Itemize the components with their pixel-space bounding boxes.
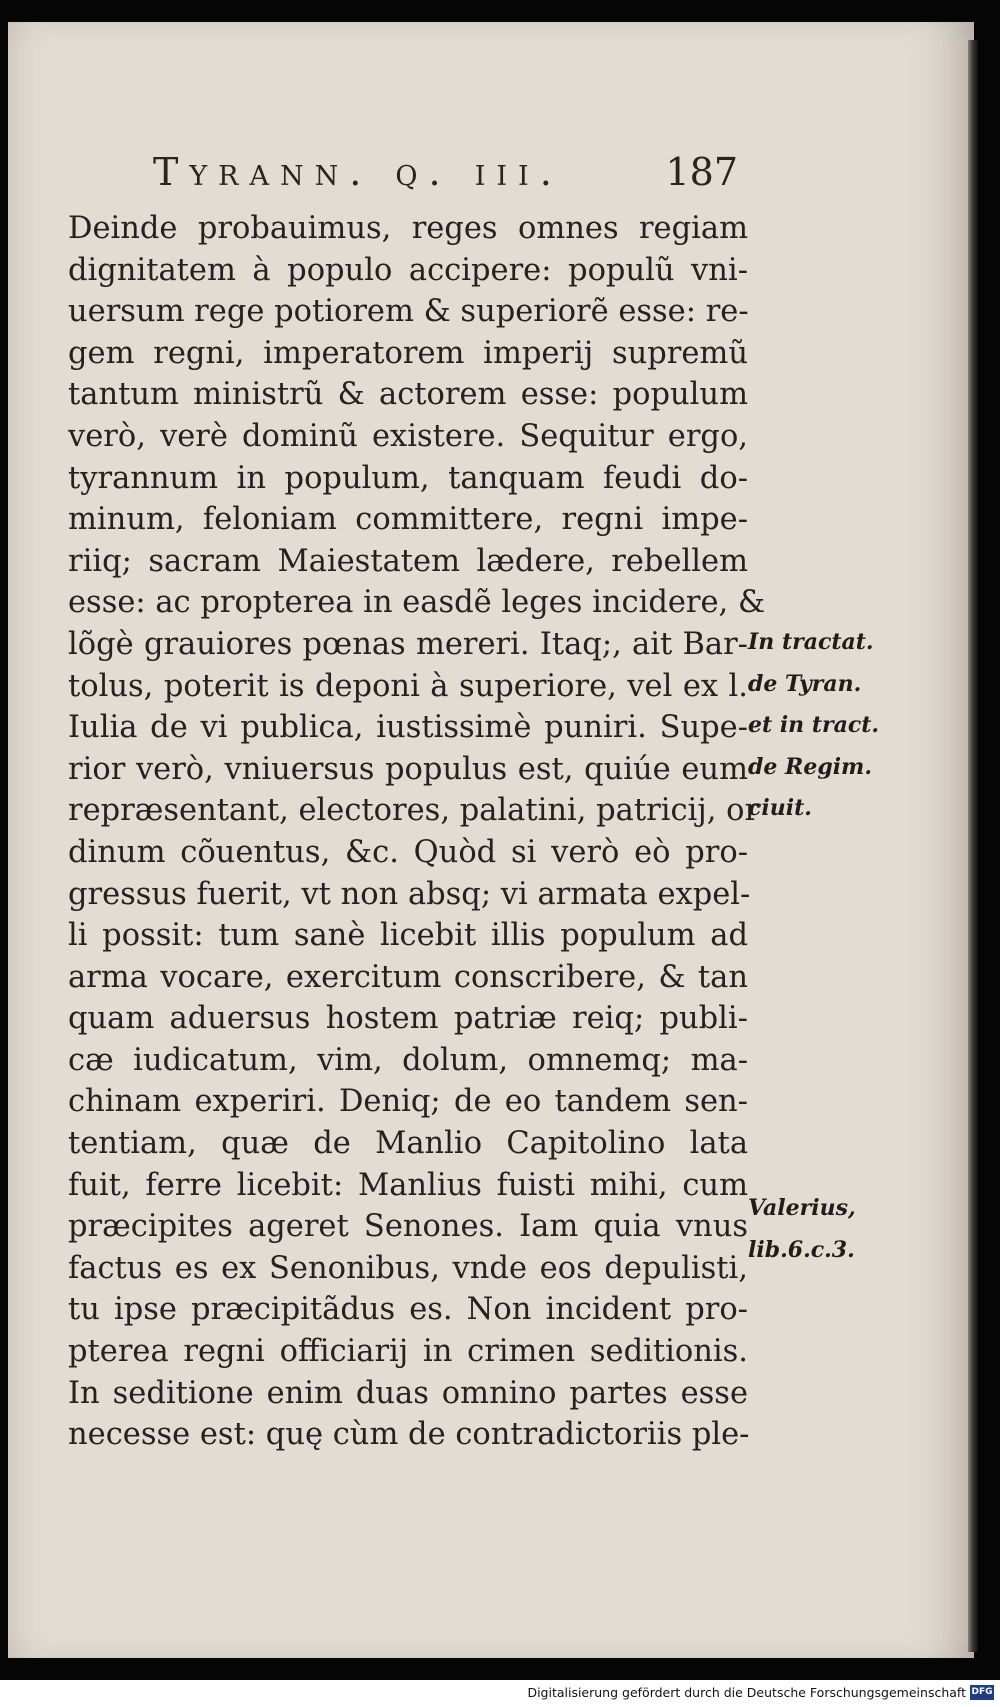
text-line: minum, feloniam committere, regni impe-: [68, 502, 748, 538]
text-line: arma vocare, exercitum conscribere, & tan: [68, 959, 748, 995]
text-line: præcipites ageret Senones. Iam quia vnus: [68, 1209, 748, 1245]
margin-note-line: de Tyran.: [748, 670, 862, 697]
footer-credit-text: Digitalisierung gefördert durch die Deutsche Forschungsgemeinschaft: [527, 1685, 966, 1700]
margin-note-line: et in tract.: [748, 712, 880, 739]
margin-note-line: ciuit.: [748, 795, 812, 822]
text-line: riiq; sacram Maiestatem lædere, rebellem: [68, 543, 748, 579]
text-line: factus es ex Senonibus, vnde eos depulisti,: [68, 1250, 748, 1286]
text-line: dignitatem à populo accipere: populũ vni-: [68, 252, 748, 288]
text-line: necesse est: quę cùm de contradictoriis ple-: [68, 1417, 750, 1453]
margin-note-line: lib.6.c.3.: [748, 1236, 855, 1263]
text-line: tu ipse præcipitãdus es. Non incident pro-: [68, 1292, 748, 1328]
margin-notes: [748, 622, 908, 1263]
page-number: 187: [665, 150, 738, 194]
text-line: Iulia de vi publica, iustissimè puniri. Supe-: [68, 710, 748, 746]
margin-note-line: Valerius,: [748, 1195, 856, 1221]
text-line: uersum rege potiorem & superiorẽ esse: re-: [68, 294, 749, 330]
body-text: [68, 208, 766, 1456]
text-line: fuit, ferre licebit: Manlius fuisti mihi, cum: [68, 1167, 748, 1203]
book-page: [8, 22, 974, 1658]
text-line: rior verò, vniuersus populus est, quiúe eum: [68, 751, 748, 787]
text-line: tentiam, quæ de Manlio Capitolino lata: [68, 1126, 748, 1162]
margin-note-valerius: [748, 1188, 856, 1271]
text-line: gressus fuerit, vt non absq; vi armata expel-: [68, 876, 751, 912]
text-line: tantum ministrũ & actorem esse: populum: [68, 377, 748, 413]
margin-note-line: In tractat.: [748, 629, 874, 655]
text-line: repræsentant, electores, palatini, patricij, or: [68, 793, 760, 829]
text-line: lõgè grauiores pœnas mereri. Itaq;, ait Bar-: [68, 626, 748, 662]
digitization-footer: [0, 1680, 1000, 1707]
text-line: tyrannum in populum, tanquam feudi do-: [68, 460, 748, 496]
text-line: In seditione enim duas omnino partes esse: [68, 1375, 748, 1411]
text-line: verò, verè dominũ existere. Sequitur ergo,: [68, 418, 748, 454]
running-title: Tyrann. q. iii.: [153, 150, 563, 194]
text-line: dinum cõuentus, &c. Quòd si verò eò pro-: [68, 834, 748, 870]
text-line: pterea regni officiarij in crimen seditionis.: [68, 1334, 748, 1370]
text-line: li possit: tum sanè licebit illis populum ad: [68, 918, 748, 954]
text-line: cæ iudicatum, vim, dolum, omnemq; ma-: [68, 1042, 748, 1078]
margin-note-line: de Regim.: [748, 753, 872, 780]
page-edge: [968, 40, 978, 1652]
dfg-logo-icon: DFG: [970, 1685, 994, 1700]
text-line: tolus, poterit is deponi à superiore, vel ex l.: [68, 668, 748, 704]
text-line: gem regni, imperatorem imperij supremũ: [68, 335, 748, 371]
running-head: [138, 150, 738, 202]
text-line: esse: ac propterea in easdẽ leges incidere, &: [68, 585, 766, 621]
text-line: chinam experiri. Deniq; de eo tandem sen-: [68, 1084, 748, 1120]
text-line: quam aduersus hostem patriæ reiq; publi-: [68, 1001, 748, 1037]
text-line: Deinde probauimus, reges omnes regiam: [68, 211, 748, 246]
margin-note-bartolus: [748, 622, 908, 830]
